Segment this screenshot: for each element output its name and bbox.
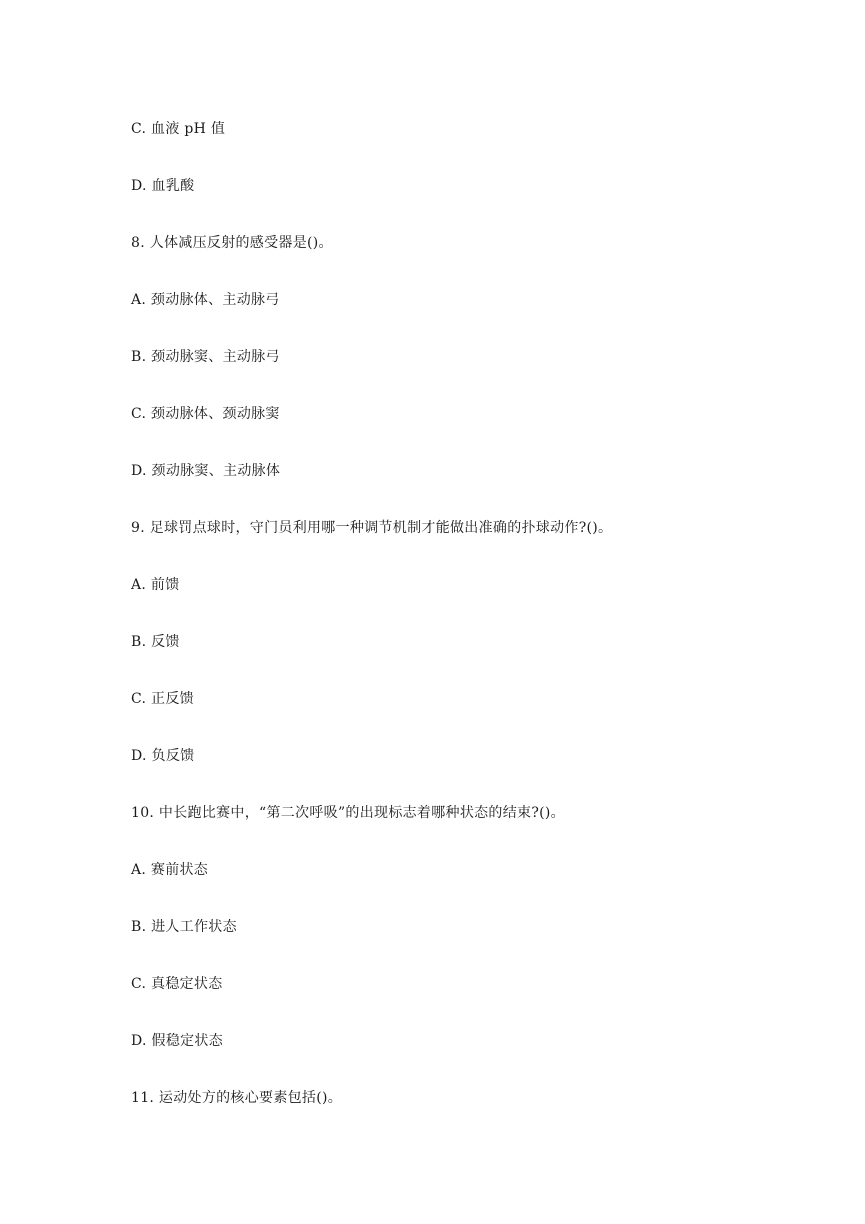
q7-option-c: C. 血液 pH 值 <box>131 121 226 137</box>
question-10: 10. 中长跑比赛中，“第二次呼吸”的出现标志着哪种状态的结束?()。 <box>131 805 565 821</box>
question-8: 8. 人体减压反射的感受器是()。 <box>131 235 333 251</box>
q10-option-b: B. 进人工作状态 <box>131 919 237 935</box>
q8-option-a: A. 颈动脉体、主动脉弓 <box>131 292 280 308</box>
q10-option-a: A. 赛前状态 <box>131 862 209 878</box>
question-11: 11. 运动处方的核心要素包括()。 <box>131 1090 343 1106</box>
q9-option-d: D. 负反馈 <box>131 748 195 764</box>
q10-option-d: D. 假稳定状态 <box>131 1033 224 1049</box>
q9-option-b: B. 反馈 <box>131 634 180 650</box>
q9-option-c: C. 正反馈 <box>131 691 194 707</box>
q9-option-a: A. 前馈 <box>131 577 180 593</box>
question-9: 9. 足球罚点球时，守门员利用哪一种调节机制才能做出准确的扑球动作?()。 <box>131 520 613 536</box>
q8-option-c: C. 颈动脉体、颈动脉窦 <box>131 406 280 422</box>
q10-option-c: C. 真稳定状态 <box>131 976 223 992</box>
q8-option-b: B. 颈动脉窦、主动脉弓 <box>131 349 280 365</box>
q7-option-d: D. 血乳酸 <box>131 178 195 194</box>
q8-option-d: D. 颈动脉窦、主动脉体 <box>131 463 281 479</box>
